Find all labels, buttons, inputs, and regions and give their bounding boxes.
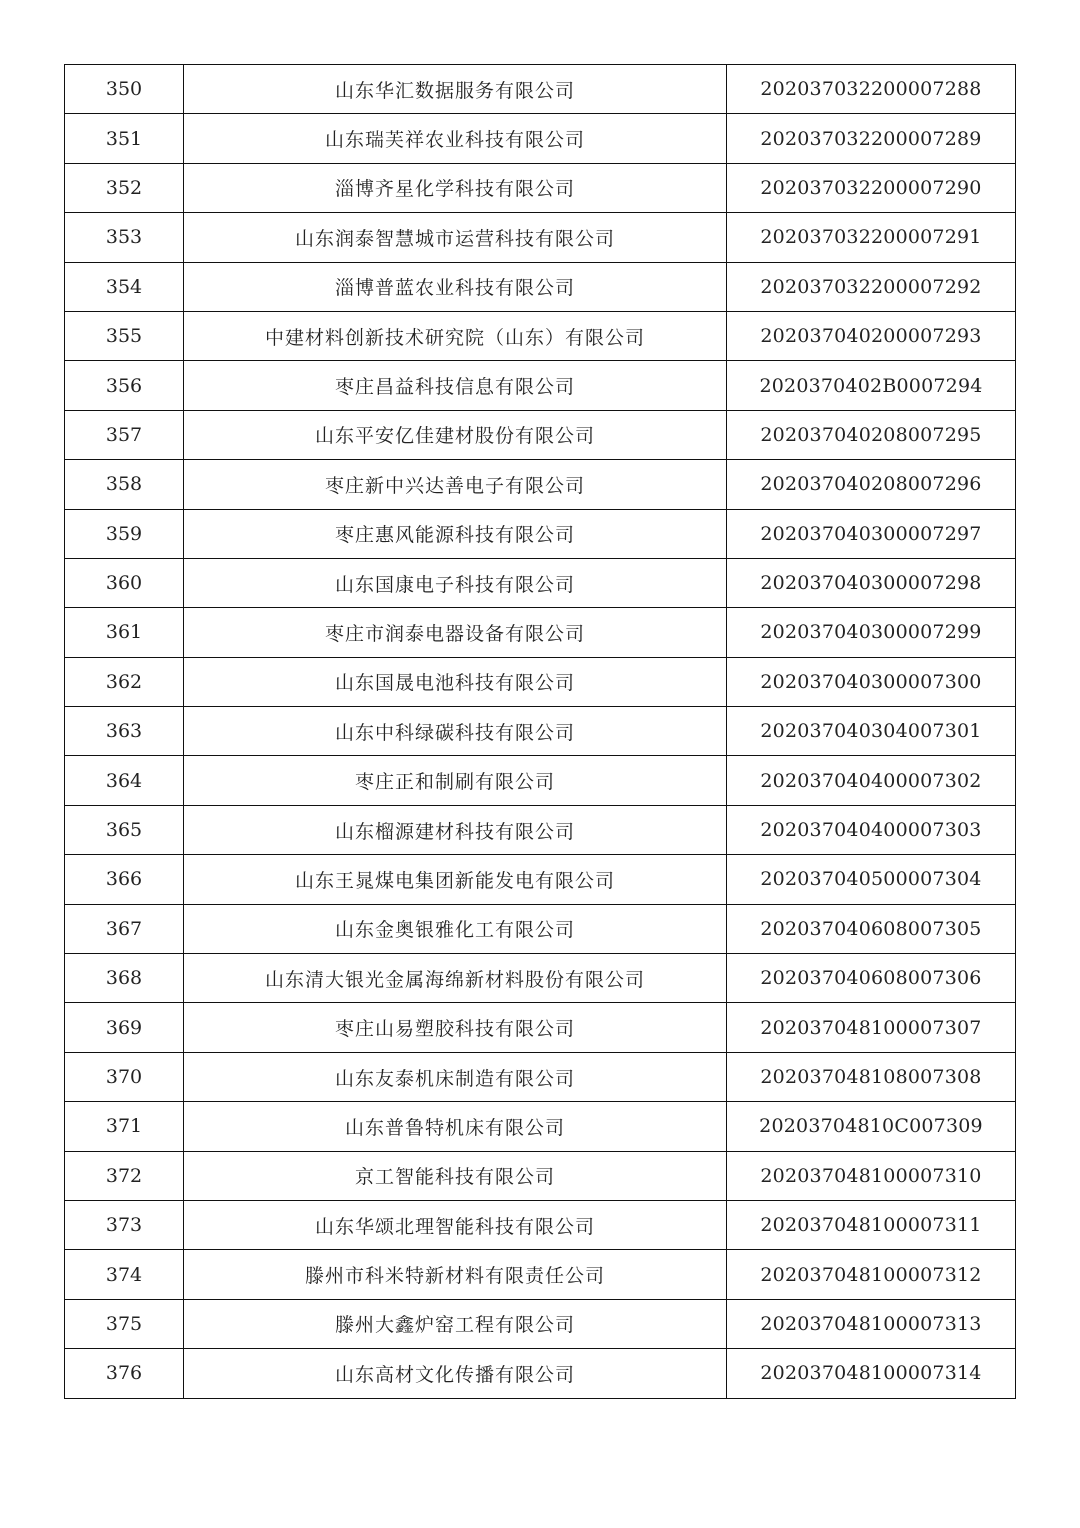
table-row (65, 163, 1016, 212)
company-name-cell: 山东国晟电池科技有限公司 (184, 657, 727, 706)
row-number-cell: 368 (65, 954, 184, 1003)
company-name-cell: 枣庄正和制刷有限公司 (184, 756, 727, 805)
table-row (65, 756, 1016, 805)
registration-code-cell: 202037040500007304 (727, 855, 1016, 904)
table-row (65, 608, 1016, 657)
registration-code-cell: 202037040300007298 (727, 558, 1016, 607)
company-name-cell: 中建材料创新技术研究院（山东）有限公司 (184, 311, 727, 360)
table-row (65, 410, 1016, 459)
company-name-cell: 枣庄市润泰电器设备有限公司 (184, 608, 727, 657)
table-row (65, 558, 1016, 607)
company-name-cell: 山东国康电子科技有限公司 (184, 558, 727, 607)
table-row (65, 1299, 1016, 1348)
registration-code-cell: 202037040200007293 (727, 311, 1016, 360)
row-number-cell: 375 (65, 1299, 184, 1348)
registration-code-cell: 20203704810C007309 (727, 1102, 1016, 1151)
row-number-cell: 369 (65, 1003, 184, 1052)
table-row (65, 707, 1016, 756)
row-number-cell: 364 (65, 756, 184, 805)
table-body (65, 65, 1016, 1399)
row-number-cell: 366 (65, 855, 184, 904)
registration-code-cell: 202037040208007296 (727, 460, 1016, 509)
row-number-cell: 351 (65, 114, 184, 163)
row-number-cell: 357 (65, 410, 184, 459)
company-name-cell: 山东清大银光金属海绵新材料股份有限公司 (184, 954, 727, 1003)
company-name-cell: 山东润泰智慧城市运营科技有限公司 (184, 213, 727, 262)
registration-code-cell: 202037040300007299 (727, 608, 1016, 657)
registration-code-cell: 202037040400007302 (727, 756, 1016, 805)
company-name-cell: 枣庄惠风能源科技有限公司 (184, 509, 727, 558)
table-row (65, 1250, 1016, 1299)
table-row (65, 1151, 1016, 1200)
registration-code-cell: 202037040608007305 (727, 904, 1016, 953)
company-name-cell: 山东华颂北理智能科技有限公司 (184, 1200, 727, 1249)
registration-code-cell: 202037032200007289 (727, 114, 1016, 163)
company-name-cell: 山东王晁煤电集团新能发电有限公司 (184, 855, 727, 904)
registration-code-cell: 202037040300007297 (727, 509, 1016, 558)
table-row (65, 1200, 1016, 1249)
row-number-cell: 359 (65, 509, 184, 558)
table-row (65, 1052, 1016, 1101)
table-row (65, 855, 1016, 904)
company-name-cell: 枣庄山易塑胶科技有限公司 (184, 1003, 727, 1052)
registration-code-cell: 202037048100007312 (727, 1250, 1016, 1299)
registration-code-cell: 202037048100007307 (727, 1003, 1016, 1052)
registration-code-cell: 202037040608007306 (727, 954, 1016, 1003)
company-registry-table (64, 64, 1016, 1399)
table-row (65, 509, 1016, 558)
table-row (65, 954, 1016, 1003)
company-name-cell: 淄博齐星化学科技有限公司 (184, 163, 727, 212)
table-row (65, 1349, 1016, 1398)
company-name-cell: 山东金奥银雅化工有限公司 (184, 904, 727, 953)
row-number-cell: 353 (65, 213, 184, 262)
row-number-cell: 362 (65, 657, 184, 706)
company-name-cell: 山东瑞芙祥农业科技有限公司 (184, 114, 727, 163)
row-number-cell: 354 (65, 262, 184, 311)
company-name-cell: 山东友泰机床制造有限公司 (184, 1052, 727, 1101)
company-name-cell: 淄博普蓝农业科技有限公司 (184, 262, 727, 311)
registration-code-cell: 2020370402B0007294 (727, 361, 1016, 410)
registration-code-cell: 202037048100007311 (727, 1200, 1016, 1249)
table-row (65, 657, 1016, 706)
row-number-cell: 352 (65, 163, 184, 212)
row-number-cell: 361 (65, 608, 184, 657)
table-row (65, 311, 1016, 360)
company-name-cell: 山东高材文化传播有限公司 (184, 1349, 727, 1398)
table-row (65, 65, 1016, 114)
table-row (65, 114, 1016, 163)
company-name-cell: 山东普鲁特机床有限公司 (184, 1102, 727, 1151)
registration-code-cell: 202037048100007313 (727, 1299, 1016, 1348)
table-row (65, 361, 1016, 410)
table-row (65, 213, 1016, 262)
table-row (65, 460, 1016, 509)
company-name-cell: 山东平安亿佳建材股份有限公司 (184, 410, 727, 459)
company-name-cell: 枣庄新中兴达善电子有限公司 (184, 460, 727, 509)
registration-code-cell: 202037032200007292 (727, 262, 1016, 311)
row-number-cell: 365 (65, 805, 184, 854)
company-name-cell: 滕州市科米特新材料有限责任公司 (184, 1250, 727, 1299)
registration-code-cell: 202037048108007308 (727, 1052, 1016, 1101)
row-number-cell: 356 (65, 361, 184, 410)
row-number-cell: 363 (65, 707, 184, 756)
company-name-cell: 山东中科绿碳科技有限公司 (184, 707, 727, 756)
registration-code-cell: 202037048100007310 (727, 1151, 1016, 1200)
registration-code-cell: 202037040300007300 (727, 657, 1016, 706)
registration-code-cell: 202037040208007295 (727, 410, 1016, 459)
row-number-cell: 374 (65, 1250, 184, 1299)
row-number-cell: 370 (65, 1052, 184, 1101)
row-number-cell: 358 (65, 460, 184, 509)
table-row (65, 1003, 1016, 1052)
registration-code-cell: 202037040304007301 (727, 707, 1016, 756)
company-name-cell: 枣庄昌益科技信息有限公司 (184, 361, 727, 410)
registration-code-cell: 202037032200007288 (727, 65, 1016, 114)
company-name-cell: 山东榴源建材科技有限公司 (184, 805, 727, 854)
row-number-cell: 360 (65, 558, 184, 607)
company-name-cell: 京工智能科技有限公司 (184, 1151, 727, 1200)
table-row (65, 262, 1016, 311)
registration-code-cell: 202037032200007291 (727, 213, 1016, 262)
company-name-cell: 山东华汇数据服务有限公司 (184, 65, 727, 114)
row-number-cell: 355 (65, 311, 184, 360)
row-number-cell: 367 (65, 904, 184, 953)
row-number-cell: 371 (65, 1102, 184, 1151)
registration-code-cell: 202037048100007314 (727, 1349, 1016, 1398)
row-number-cell: 350 (65, 65, 184, 114)
registration-code-cell: 202037032200007290 (727, 163, 1016, 212)
table-row (65, 904, 1016, 953)
table-row (65, 1102, 1016, 1151)
table-row (65, 805, 1016, 854)
row-number-cell: 373 (65, 1200, 184, 1249)
row-number-cell: 376 (65, 1349, 184, 1398)
row-number-cell: 372 (65, 1151, 184, 1200)
company-name-cell: 滕州大鑫炉窑工程有限公司 (184, 1299, 727, 1348)
registration-code-cell: 202037040400007303 (727, 805, 1016, 854)
